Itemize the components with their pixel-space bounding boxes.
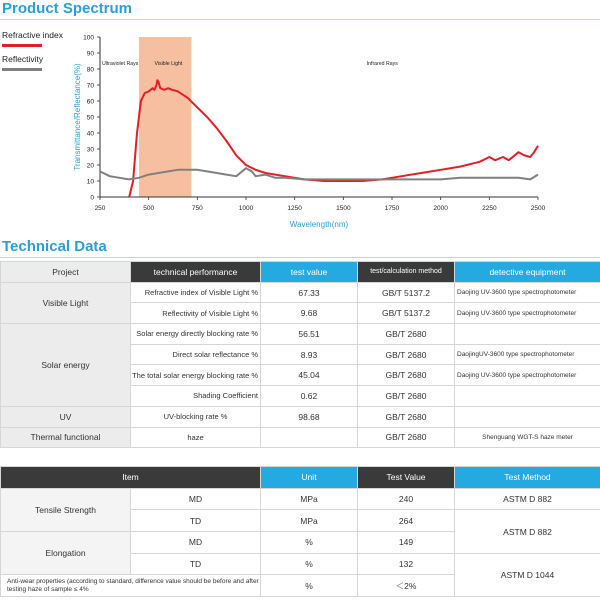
value-cell: 0.62 — [261, 386, 358, 407]
equipment-cell: Daojing UV-3600 type spectrophotometer — [455, 365, 600, 386]
value-cell: 45.04 — [261, 365, 358, 386]
legend-refractive-label: Refractive index — [2, 30, 63, 40]
header-method: test/calculation method — [358, 262, 455, 283]
header-test-method: Test Method — [455, 467, 600, 489]
sub-cell: MD — [131, 532, 261, 554]
equipment-cell — [455, 386, 600, 407]
y-tick-label: 60 — [86, 98, 94, 106]
header-item: Item — [1, 467, 261, 489]
y-tick-label: 20 — [86, 162, 94, 170]
spectrum-title-rule — [0, 19, 600, 20]
header-test-value: Test Value — [358, 467, 455, 489]
performance-cell: The total solar energy blocking rate % — [131, 365, 261, 386]
performance-cell: UV-blocking rate % — [131, 406, 261, 427]
x-tick-label: 2500 — [530, 205, 546, 212]
method-cell: GB/T 2680 — [358, 406, 455, 427]
value-cell: 132 — [358, 553, 455, 575]
value-cell: ＜2% — [358, 575, 455, 597]
y-tick-label: 50 — [86, 114, 94, 122]
performance-cell: Solar energy directly blocking rate % — [131, 324, 261, 345]
value-cell: 56.51 — [261, 324, 358, 345]
spectrum-chart — [0, 22, 560, 234]
header-unit: Unit — [261, 467, 358, 489]
equipment-cell — [455, 406, 600, 427]
unit-cell: % — [261, 553, 358, 575]
y-tick-label: 100 — [83, 34, 94, 42]
header-performance: technical performance — [131, 262, 261, 283]
technical-title-rule — [0, 257, 600, 258]
performance-cell: Direct solar reflectance % — [131, 344, 261, 365]
method-cell: GB/T 5137.2 — [358, 282, 455, 303]
group-uv: UV — [1, 406, 131, 427]
header-equipment: detective equipment — [455, 262, 600, 283]
header-test-value: test value — [261, 262, 358, 283]
value-cell: 240 — [358, 488, 455, 510]
y-axis-label: Transmittance/Reflectance(%) — [73, 63, 82, 171]
x-axis-label: Wavelength(nm) — [289, 220, 349, 229]
unit-cell: % — [261, 532, 358, 554]
x-tick-label: 1000 — [238, 205, 254, 212]
x-tick-label: 750 — [191, 205, 203, 212]
x-tick-label: 250 — [94, 205, 106, 212]
item-tensile-strength: Tensile Strength — [1, 488, 131, 531]
y-tick-label: 30 — [86, 146, 94, 154]
method-cell: ASTM D 882 — [455, 488, 600, 510]
y-tick-label: 0 — [90, 194, 94, 202]
equipment-cell: Shenguang WGT-S haze meter — [455, 427, 600, 448]
x-tick-label: 2250 — [482, 205, 497, 212]
table-row — [1, 324, 600, 345]
group-thermal: Thermal functional — [1, 427, 131, 448]
unit-cell: MPa — [261, 488, 358, 510]
technical-header-row — [1, 262, 600, 283]
equipment-cell: DaojingUV-3600 type spectrophotometer — [455, 344, 600, 365]
performance-cell: Refractive index of Visible Light % — [131, 282, 261, 303]
table-row — [1, 282, 600, 303]
y-tick-label: 40 — [86, 130, 94, 138]
method-cell: GB/T 2680 — [358, 365, 455, 386]
band-label: Visible Light — [154, 61, 183, 67]
table-row — [1, 488, 600, 510]
value-cell: 98.68 — [261, 406, 358, 427]
technical-table — [0, 261, 600, 448]
method-cell: GB/T 2680 — [358, 427, 455, 448]
value-cell: 8.93 — [261, 344, 358, 365]
table-row — [1, 427, 600, 448]
band-label: Ultraviolet Rays — [101, 61, 139, 67]
legend-reflectivity-label: Reflectivity — [2, 54, 44, 64]
x-tick-label: 500 — [143, 205, 155, 212]
unit-cell: MPa — [261, 510, 358, 532]
method-cell: ASTM D 882 — [455, 510, 600, 553]
value-cell: 9.68 — [261, 303, 358, 324]
method-cell: GB/T 2680 — [358, 386, 455, 407]
x-tick-label: 1750 — [384, 205, 400, 212]
equipment-cell: Daojing UV-3600 type spectrophotometer — [455, 303, 600, 324]
table-row — [1, 406, 600, 427]
method-cell: GB/T 2680 — [358, 324, 455, 345]
header-project: Project — [1, 262, 131, 283]
value-cell: 149 — [358, 532, 455, 554]
y-tick-label: 90 — [86, 50, 94, 58]
value-cell: 264 — [358, 510, 455, 532]
sub-cell: TD — [131, 553, 261, 575]
y-tick-label: 70 — [86, 82, 94, 90]
y-tick-label: 80 — [86, 66, 94, 74]
equipment-cell — [455, 324, 600, 345]
sub-cell: TD — [131, 510, 261, 532]
x-tick-label: 1500 — [336, 205, 351, 212]
sub-cell: MD — [131, 488, 261, 510]
value-cell — [261, 427, 358, 448]
method-cell: GB/T 2680 — [358, 344, 455, 365]
group-visible-light: Visible Light — [1, 282, 131, 323]
mechanical-header-row — [1, 467, 600, 489]
item-elongation: Elongation — [1, 532, 131, 575]
method-cell: ASTM D 1044 — [455, 553, 600, 596]
technical-title: Technical Data — [2, 238, 107, 255]
x-tick-label: 2000 — [433, 205, 448, 212]
unit-cell: % — [261, 575, 358, 597]
performance-cell: Shading Coefficient — [131, 386, 261, 407]
equipment-cell: Daojing UV-3600 type spectrophotometer — [455, 282, 600, 303]
group-solar-energy: Solar energy — [1, 324, 131, 407]
value-cell: 67.33 — [261, 282, 358, 303]
y-tick-label: 10 — [86, 178, 94, 186]
band-label: Infrared Rays — [366, 61, 398, 67]
method-cell: GB/T 5137.2 — [358, 303, 455, 324]
performance-cell: haze — [131, 427, 261, 448]
x-tick-label: 1250 — [287, 205, 302, 212]
item-antiwear: Anti-wear properties (according to standard, difference value should be before and after testing haze of sample ≤ 4% — [1, 575, 261, 597]
mechanical-table — [0, 466, 600, 597]
spectrum-title: Product Spectrum — [2, 0, 133, 17]
performance-cell: Reflectivity of Visible Light % — [131, 303, 261, 324]
